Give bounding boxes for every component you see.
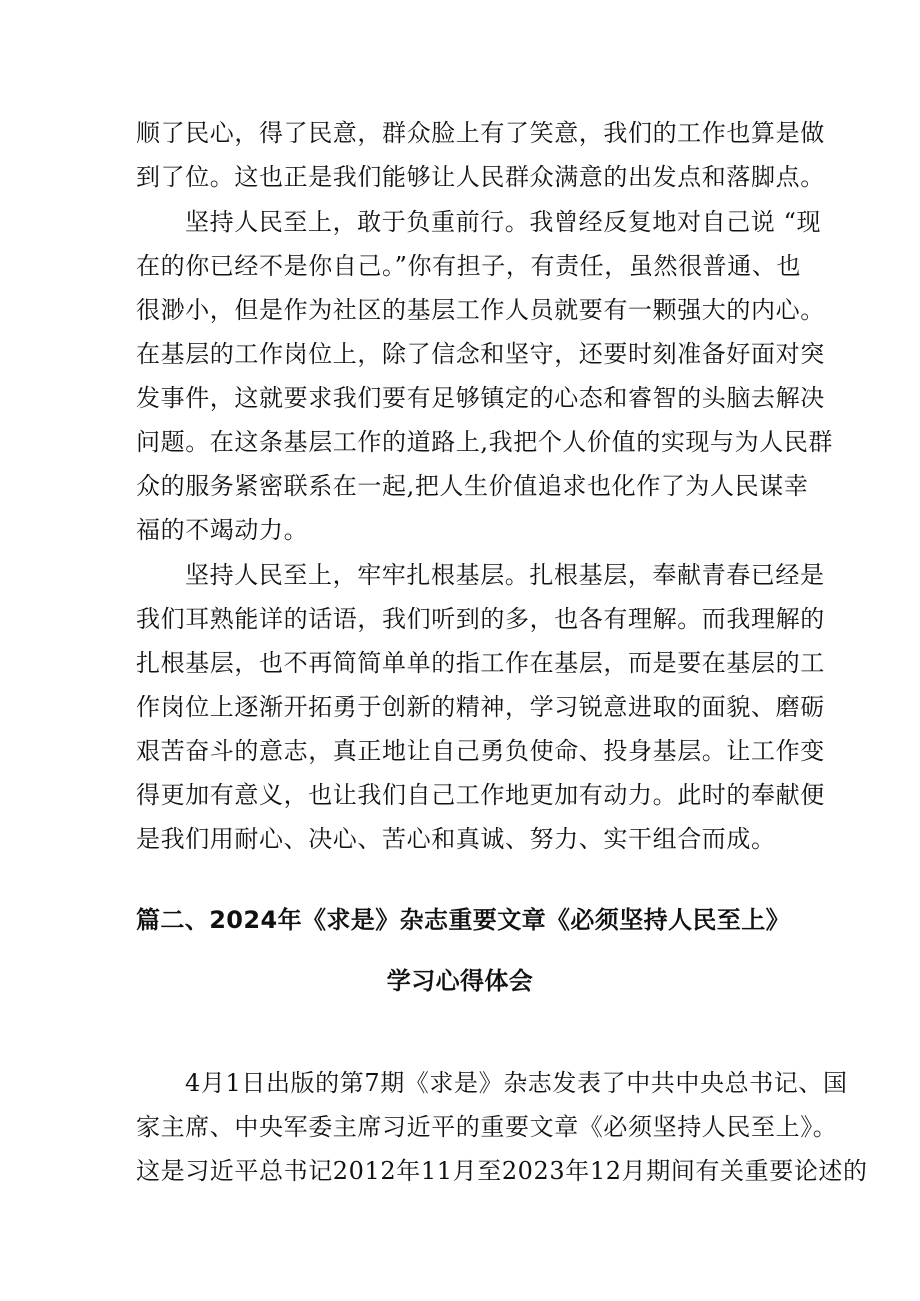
paragraph-line: 我们耳熟能详的话语，我们听到的多，也各有理解。而我理解的: [136, 605, 825, 633]
paragraph-line: 坚持人民至上，敢于负重前行。我曾经反复地对自己说 “现: [185, 208, 822, 236]
paragraph-line: 很渺小，但是作为社区的基层工作人员就要有一颗强大的内心。: [136, 296, 825, 324]
paragraph-line: 福的不竭动力。: [136, 516, 309, 544]
paragraph-line: 问题。在这条基层工作的道路上,我把个人价值的实现与为人民群: [136, 428, 834, 456]
section-subheading: 学习心得体会: [386, 967, 534, 995]
paragraph-line: 众的服务紧密联系在一起,把人生价值追求也化作了为人民谋幸: [136, 472, 809, 500]
paragraph-line: 在的你已经不是你自己。”你有担子，有责任，虽然很普通、也: [136, 252, 802, 280]
paragraph-line: 这是习近平总书记2012年11月至2023年12月期间有关重要论述的: [136, 1157, 868, 1185]
paragraph-line: 发事件，这就要求我们要有足够镇定的心态和睿智的头脑去解决: [136, 384, 825, 412]
paragraph-line: 家主席、中央军委主席习近平的重要文章《必须坚持人民至上》。: [136, 1113, 838, 1141]
paragraph-line: 作岗位上逐渐开拓勇于创新的精神，学习锐意进取的面貌、磨砺: [136, 693, 825, 721]
paragraph-line: 在基层的工作岗位上，除了信念和坚守，还要时刻准备好面对突: [136, 340, 825, 368]
paragraph-line: 是我们用耐心、决心、苦心和真诚、努力、实干组合而成。: [136, 825, 776, 853]
paragraph-line: 扎根基层，也不再简简单单的指工作在基层，而是要在基层的工: [136, 649, 825, 677]
paragraph-line: 到了位。这也正是我们能够让人民群众满意的出发点和落脚点。: [136, 163, 825, 191]
paragraph-line: 艰苦奋斗的意志，真正地让自己勇负使命、投身基层。让工作变: [136, 737, 825, 765]
paragraph-line: 坚持人民至上，牢牢扎根基层。扎根基层，奉献青春已经是: [185, 561, 825, 589]
paragraph-line: 得更加有意义，也让我们自己工作地更加有动力。此时的奉献便: [136, 781, 825, 809]
paragraph-line: 顺了民心，得了民意，群众脸上有了笑意，我们的工作也算是做: [136, 119, 825, 147]
section-heading: 篇二、2024年《求是》杂志重要文章《必须坚持人民至上》: [136, 906, 790, 934]
paragraph-line: 4月1日出版的第7期《求是》杂志发表了中共中央总书记、国: [185, 1069, 848, 1097]
